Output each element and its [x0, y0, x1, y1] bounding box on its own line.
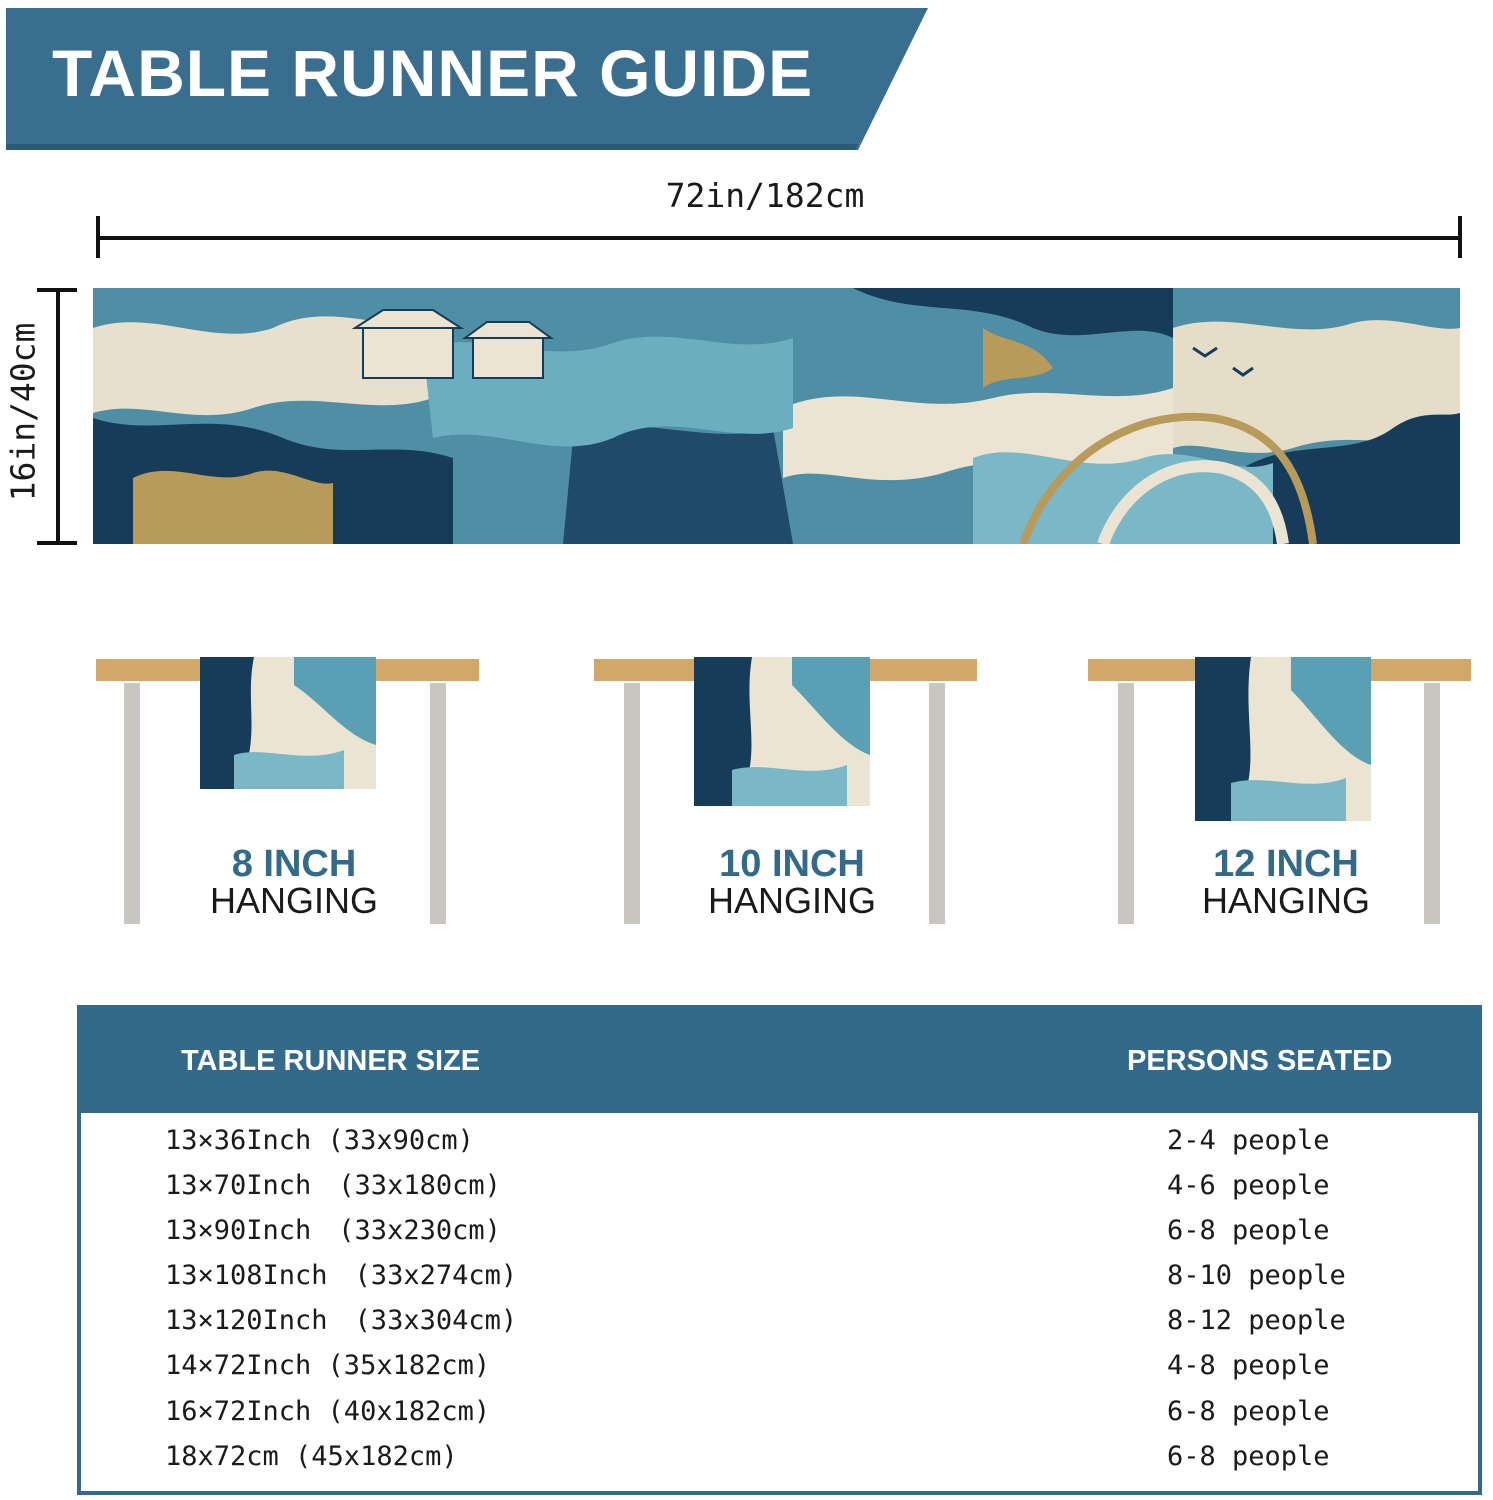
table-row — [81, 1260, 1478, 1306]
size-table — [77, 1005, 1482, 1495]
hanging-size-label: 12 INCH — [1213, 843, 1359, 885]
height-dimension-line — [37, 290, 77, 543]
table-row — [81, 1170, 1478, 1216]
persons-cell: 4-8 people — [1167, 1350, 1330, 1381]
height-label: 16in/40cm — [3, 322, 43, 502]
size-cell: 13×36Inch (33x90cm) — [165, 1125, 474, 1156]
table-runner-pattern — [93, 288, 1460, 544]
persons-cell: 8-10 people — [1167, 1260, 1346, 1291]
persons-cell: 2-4 people — [1167, 1125, 1330, 1156]
hanging-size-label: 10 INCH — [719, 843, 865, 885]
table-row — [81, 1441, 1478, 1487]
width-label: 72in/182cm — [665, 176, 865, 215]
size-cell: 13×108Inch (33x274cm) — [165, 1260, 518, 1291]
table-row — [81, 1396, 1478, 1442]
table-row — [81, 1305, 1478, 1351]
size-cell: 13×70Inch (33x180cm) — [165, 1170, 501, 1201]
hanging-diagram-10 — [592, 645, 992, 925]
persons-cell: 6-8 people — [1167, 1441, 1330, 1472]
hanging-diagram-12 — [1086, 645, 1486, 925]
hanging-word-label: HANGING — [209, 880, 378, 921]
table-header — [81, 1009, 1478, 1113]
persons-cell: 4-6 people — [1167, 1170, 1330, 1201]
runner-drop — [200, 657, 376, 789]
table-row — [81, 1215, 1478, 1261]
size-cell: 16×72Inch (40x182cm) — [165, 1396, 491, 1427]
table-row — [81, 1125, 1478, 1171]
column-header-persons: PERSONS SEATED — [1127, 1045, 1393, 1077]
table-row — [81, 1350, 1478, 1396]
runner-drop — [694, 657, 870, 806]
page-title: TABLE RUNNER GUIDE — [52, 36, 814, 110]
persons-cell: 6-8 people — [1167, 1396, 1330, 1427]
width-dimension-line — [98, 216, 1460, 258]
hanging-size-label: 8 INCH — [231, 843, 357, 885]
runner-drop — [1195, 657, 1371, 821]
hanging-diagram-8 — [94, 645, 494, 925]
persons-cell: 8-12 people — [1167, 1305, 1346, 1336]
size-cell: 13×90Inch (33x230cm) — [165, 1215, 501, 1246]
size-cell: 13×120Inch (33x304cm) — [165, 1305, 518, 1336]
column-header-size: TABLE RUNNER SIZE — [181, 1045, 481, 1077]
persons-cell: 6-8 people — [1167, 1215, 1330, 1246]
hanging-word-label: HANGING — [707, 880, 876, 921]
hanging-word-label: HANGING — [1201, 880, 1370, 921]
size-cell: 18x72cm (45x182cm) — [165, 1441, 458, 1472]
size-cell: 14×72Inch (35x182cm) — [165, 1350, 491, 1381]
